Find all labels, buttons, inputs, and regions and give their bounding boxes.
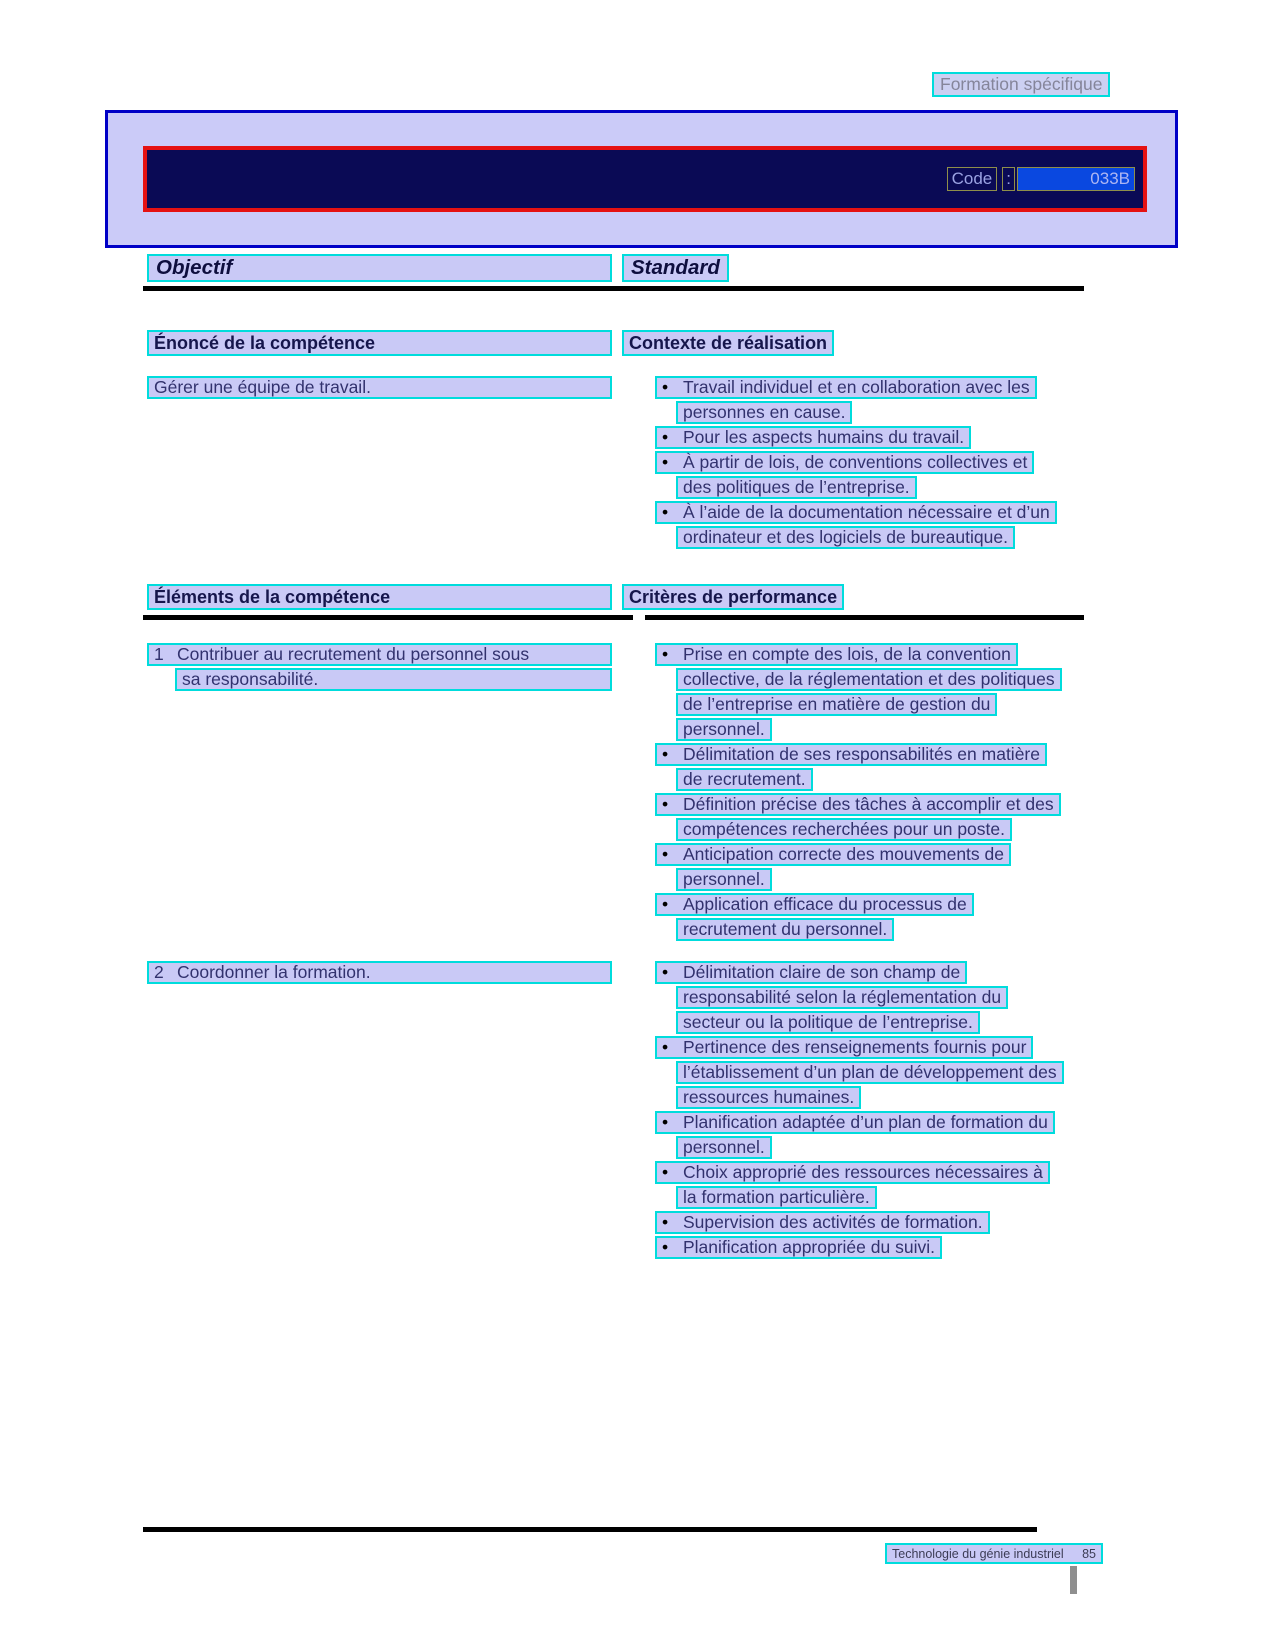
list-item-text: compétences recherchées pour un poste. [676,818,1012,841]
course-code [947,167,1135,191]
criteres-heading: Critères de performance [622,584,844,610]
list-item-text: collective, de la réglementation et des politiques [676,668,1062,691]
list-item-text: personnel. [676,718,772,741]
list-item [676,768,1062,793]
code-value: 033B [1017,167,1135,191]
list-item-text: Délimitation de ses responsabilités en matière [683,744,1040,764]
title-banner-inner [143,146,1147,212]
bullet-icon [662,645,683,664]
element-label-row [175,668,612,693]
objectif-heading: Objectif [147,254,612,282]
row-objectif-standard [147,254,729,282]
list-item-text: personnes en cause. [676,401,852,424]
list-item [676,1186,1064,1211]
list-item [676,986,1064,1011]
list-item-text: À partir de lois, de conventions collectives et [683,452,1028,472]
list-item-text: la formation particulière. [676,1186,877,1209]
bullet-icon [662,428,683,447]
item-number: 2 [154,962,164,982]
list-item-text: l’établissement d’un plan de développement des [676,1061,1064,1084]
bullet-icon [662,745,683,764]
list-item [655,743,1062,768]
list-item [655,451,1057,476]
list-item [676,918,1062,943]
context-list [655,376,1057,551]
list-item [655,843,1062,868]
list-item [655,961,1064,986]
list-item [655,501,1057,526]
competence-statement: Gérer une équipe de travail. [147,376,612,399]
list-item-text: Définition précise des tâches à accomplir et des [683,794,1054,814]
text-cursor [1070,1566,1077,1594]
list-item [655,893,1062,918]
list-item [655,1161,1064,1186]
list-item-text: de l’entreprise en matière de gestion du [676,693,997,716]
list-item [676,1061,1064,1086]
list-item [676,693,1062,718]
list-item [676,1011,1064,1036]
list-item-text: personnel. [676,1136,772,1159]
element-label: sa responsabilité. [175,668,612,691]
list-item [655,1036,1064,1061]
element-item-1 [147,643,612,693]
item-number: 1 [154,644,164,664]
contexte-heading: Contexte de réalisation [622,330,834,356]
code-label: Code [947,167,998,191]
list-item-text: secteur ou la politique de l’entreprise. [676,1011,980,1034]
element-label: Contribuer au recrutement du personnel sous [177,644,530,664]
list-item [676,401,1057,426]
footer-rule [143,1527,1037,1532]
list-item [655,1111,1064,1136]
list-item-text: Choix approprié des ressources nécessaires à [683,1162,1043,1182]
competence-statement-row [147,376,612,401]
element-label-row [147,643,612,668]
list-item [655,793,1062,818]
title-banner [105,110,1178,248]
list-item [676,718,1062,743]
bullet-icon [662,795,683,814]
list-item-text: responsabilité selon la réglementation du [676,986,1008,1009]
criteria-list-1 [655,643,1062,943]
list-item [655,643,1062,668]
list-item-text: Pertinence des renseignements fournis pour [683,1037,1027,1057]
list-item [655,426,1057,451]
list-item [676,668,1062,693]
list-item-text: des politiques de l’entreprise. [676,476,917,499]
bullet-icon [662,1213,683,1232]
list-item [676,868,1062,893]
list-item [676,1136,1064,1161]
row-enonce-contexte [147,330,834,356]
enonce-heading: Énoncé de la compétence [147,330,612,356]
code-colon: : [1002,167,1015,191]
list-item-text: Délimitation claire de son champ de [683,962,961,982]
bullet-icon [662,378,683,397]
list-item-text: Planification appropriée du suivi. [683,1237,935,1257]
list-item-text: Anticipation correcte des mouvements de [683,844,1004,864]
rule-elements-left [143,615,633,620]
bullet-icon [662,963,683,982]
page-number: 85 [1082,1546,1096,1561]
bullet-icon [662,845,683,864]
bullet-icon [662,1238,683,1257]
list-item [676,476,1057,501]
elements-heading: Éléments de la compétence [147,584,612,610]
list-item [655,1211,1064,1236]
bullet-icon [662,1113,683,1132]
list-item [676,526,1057,551]
list-item-text: Pour les aspects humains du travail. [683,427,965,447]
list-item-text: recrutement du personnel. [676,918,894,941]
list-item [676,1086,1064,1111]
page-section-label: Formation spécifique [932,72,1110,97]
list-item [676,818,1062,843]
list-item-text: Supervision des activités de formation. [683,1212,983,1232]
bullet-icon [662,1163,683,1182]
bullet-icon [662,503,683,522]
list-item-text: ressources humaines. [676,1086,861,1109]
list-item-text: ordinateur et des logiciels de bureautique. [676,526,1015,549]
element-label-row [147,961,612,986]
element-label: Coordonner la formation. [177,962,371,982]
standard-heading: Standard [622,254,729,282]
list-item [655,376,1057,401]
list-item-text: personnel. [676,868,772,891]
element-item-2 [147,961,612,986]
row-elements-criteres [147,584,844,610]
bullet-icon [662,453,683,472]
bullet-icon [662,1038,683,1057]
list-item-text: À l’aide de la documentation nécessaire et d’un [683,502,1050,522]
list-item-text: Prise en compte des lois, de la convention [683,644,1011,664]
list-item [655,1236,1064,1261]
list-item-text: Planification adaptée d’un plan de formation du [683,1112,1048,1132]
footer-title: Technologie du génie industriel [892,1546,1064,1561]
footer [885,1543,1103,1564]
list-item-text: de recrutement. [676,768,813,791]
criteria-list-2 [655,961,1064,1261]
list-item-text: Application efficace du processus de [683,894,967,914]
bullet-icon [662,895,683,914]
rule-elements-right [645,615,1084,620]
rule-objectif [143,286,1084,291]
list-item-text: Travail individuel et en collaboration avec les [683,377,1030,397]
